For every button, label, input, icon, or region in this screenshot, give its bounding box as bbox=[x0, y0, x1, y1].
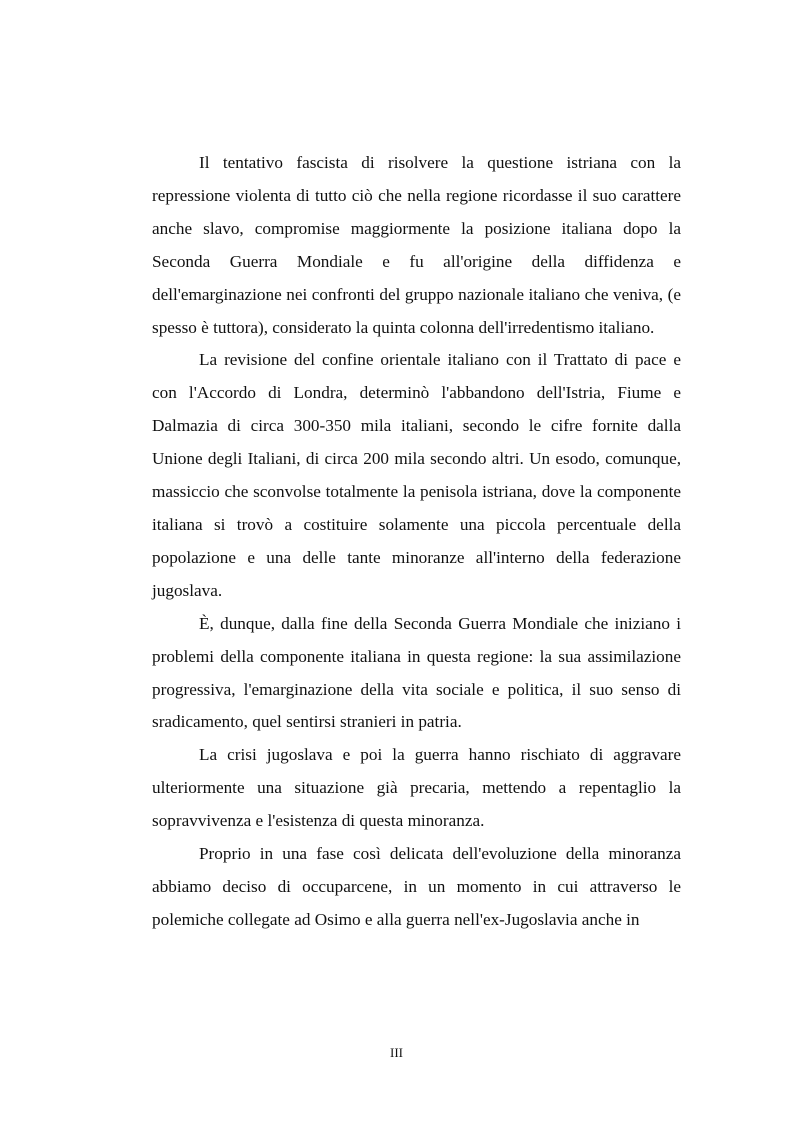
body-text bbox=[152, 147, 681, 937]
paragraph-yugoslav-crisis: La crisi jugoslava e poi la guerra hanno rischiato di aggravare ulteriormente una situazione già precaria, mettendo a repentaglio la sopravvivenza e l'esistenza di questa minoranza. bbox=[152, 745, 681, 831]
paragraph-fascist-attempt: Il tentativo fascista di risolvere la questione istriana con la repressione violenta di tutto ciò che nella regione ricordasse il suo carattere anche slavo, compromise maggiormente la posizione italiana dopo la Seconda Guerra Mondiale e fu all'origine della diffidenza e dell'emarginazione nei confronti del gruppo nazionale italiano che veniva, (e spesso è tuttora), considerato la quinta colonna dell'irredentismo italiano. bbox=[152, 153, 681, 337]
paragraph-border-revision: La revisione del confine orientale italiano con il Trattato di pace e con l'Accordo di Londra, determinò l'abbandono dell'Istria, Fiume e Dalmazia di circa 300-350 mila italiani, secondo le cifre fornite dalla Unione degli Italiani, di circa 200 mila secondo altri. Un esodo, comunque, massiccio che sconvolse totalmente la penisola istriana, dove la componente italiana si trovò a costituire solamente una piccola percentuale della popolazione e una delle tante minoranze all'interno della federazione jugoslava. bbox=[152, 350, 681, 600]
page-number: III bbox=[390, 1045, 403, 1060]
paragraph-postwar-problems: È, dunque, dalla fine della Seconda Guerra Mondiale che iniziano i problemi della componente italiana in questa regione: la sua assimilazione progressiva, l'emarginazione della vita sociale e politica, il suo senso di sradicamento, quel sentirsi stranieri in patria. bbox=[152, 613, 681, 732]
paragraph-decision: Proprio in una fase così delicata dell'evoluzione della minoranza abbiamo deciso di occuparcene, in un momento in cui attraverso le polemiche collegate ad Osimo e alla guerra nell'ex-Jugoslavia anche in bbox=[152, 844, 681, 929]
